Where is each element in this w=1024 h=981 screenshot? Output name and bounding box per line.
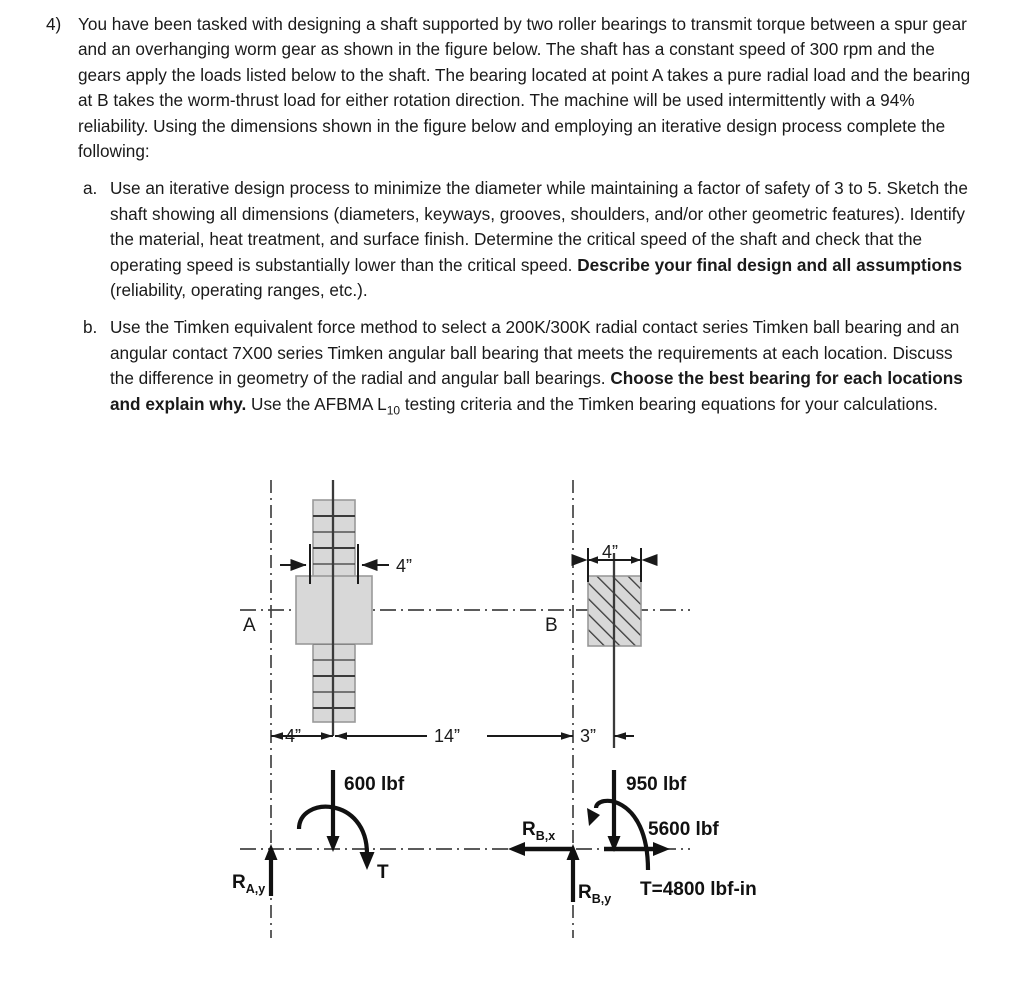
force-worm-radial-label: 950 lbf — [626, 774, 687, 795]
dim-gear-face-label: 4” — [396, 556, 413, 576]
dim-a-to-gear-label: 4” — [285, 726, 302, 746]
reaction-ay-label: $R_{A,y}$ — [232, 872, 266, 896]
reaction-bx-label: $R_{B,x}$ — [522, 819, 556, 843]
reaction-bx — [508, 819, 573, 856]
force-gear-radial-label: 600 lbf — [344, 774, 405, 795]
part-b-text — [110, 315, 971, 423]
torque-arrow-gear — [299, 807, 389, 883]
bearing-a-label: A — [243, 615, 256, 636]
reaction-by-label: $R_{B,y}$ — [578, 882, 612, 906]
part-b-subscript: 10 — [386, 403, 401, 418]
dim-b-to-worm-label: 3” — [580, 726, 597, 746]
force-worm-thrust — [604, 819, 719, 856]
part-a-text-1: Use an iterative design process to minimize the diameter while maintaining a factor of safety of 3 to 5. Sketch the shaft showing all dimensions (diameters, keyways, grooves, shoulders, and/or other geometric features). Identify the material, heat treatment, and surface finish. Determine the critical speed of the shaft and check that the operating speed is substantially lower than the critical speed. — [110, 178, 968, 275]
reaction-ay — [232, 844, 278, 896]
question-part-b — [83, 315, 971, 423]
question-stem-text: You have been tasked with designing a shaft supported by two roller bearings to transmit torque between a spur gear and an overhanging worm gear as shown in the figure below. The shaft has a constant speed of 300 rpm and the gears apply the loads listed below to the shaft. The bearing located at point A takes a pure radial load and the bearing at B takes the worm-thrust load for either rotation direction. The machine will be used intermittently with a 94% reliability. Using the dimensions shown in the figure below and employing an iterative design process complete the following: — [78, 14, 971, 162]
shaft-free-body-figure — [0, 478, 1024, 948]
part-a-text-2: (reliability, operating ranges, etc.). — [110, 280, 368, 301]
question-part-a — [83, 176, 971, 303]
dimension-row — [271, 724, 634, 748]
part-b-text-1: Use the Timken equivalent force method to select a 200K/300K radial contact series Timken ball bearing and an angular contact 7X00 series Timken angular ball bearing that meets the requirements at each location. Discuss the difference in geometry of the radial and angular ball bearings. — [110, 317, 960, 389]
part-b-text-bold: Choose the best bearing for each locations and explain why. — [110, 368, 963, 414]
part-a-text-bold: Describe your final design and all assumptions — [577, 254, 963, 275]
reaction-by — [567, 844, 612, 906]
dim-worm-face-label: 4” — [602, 542, 619, 562]
question-stem-row — [46, 12, 976, 164]
part-b-marker: b. — [83, 317, 98, 338]
part-a-text — [110, 176, 971, 303]
part-b-text-3: testing criteria and the Timken bearing equations for your calculations. — [400, 393, 938, 414]
torque-gear-label: T — [377, 862, 389, 883]
question-block — [46, 12, 976, 436]
part-a-marker: a. — [83, 178, 98, 199]
bearing-b-label: B — [545, 615, 558, 636]
force-worm-thrust-label: 5600 lbf — [648, 819, 719, 840]
question-number: 4) — [46, 14, 62, 34]
dim-gear-to-b-label: 14” — [434, 726, 461, 746]
part-b-text-2: Use the AFBMA L — [246, 393, 387, 414]
torque-worm-label: T=4800 lbf-in — [640, 879, 757, 900]
question-parts-list — [83, 176, 971, 423]
